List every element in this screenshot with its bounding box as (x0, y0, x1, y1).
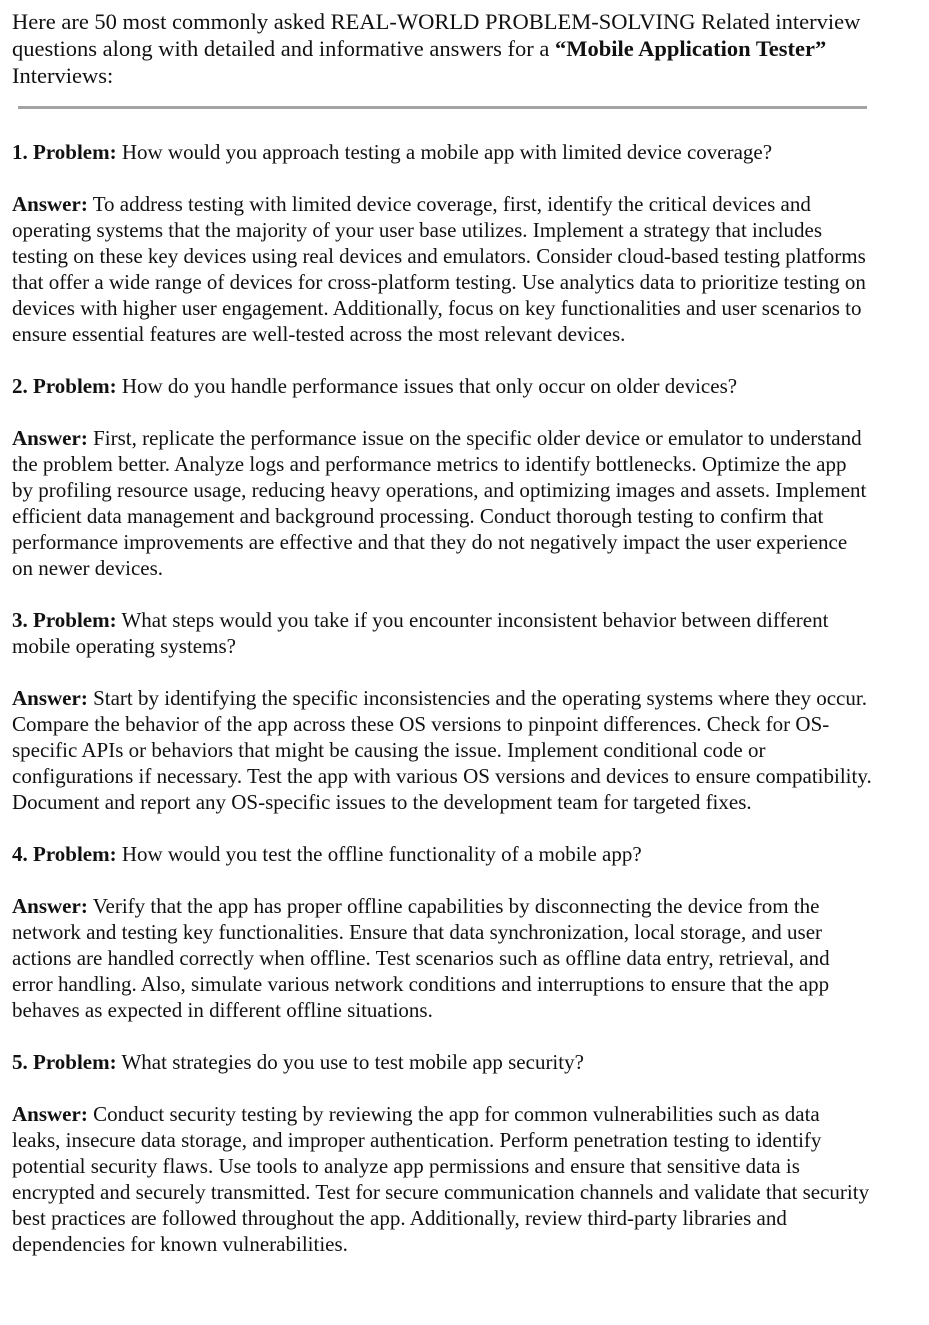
answer-text (12, 191, 872, 347)
problem-label: 4. Problem: (12, 842, 117, 866)
qa-item (12, 1049, 872, 1257)
answer-text (12, 685, 872, 815)
problem-question: What strategies do you use to test mobile app security? (116, 1050, 584, 1074)
answer-label: Answer: (12, 426, 88, 450)
answer-body: Verify that the app has proper offline capabilities by disconnecting the device from the network and testing key functionalities. Ensure that data synchronization, local storage, and user actions are handled correctly when offline. Test scenarios such as offline data entry, retrieval, and error handling. Also, simulate various network conditions and interruptions to ensure that the app behaves as expected in different offline situations. (12, 894, 830, 1022)
problem-text (12, 373, 872, 399)
intro-suffix: Interviews: (12, 63, 114, 88)
problem-question: How would you test the offline functionality of a mobile app? (116, 842, 642, 866)
intro-paragraph (12, 8, 872, 89)
answer-text (12, 425, 872, 581)
problem-label: 1. Problem: (12, 140, 117, 164)
problem-label: 2. Problem: (12, 374, 117, 398)
problem-text (12, 139, 872, 165)
problem-question: What steps would you take if you encounter inconsistent behavior between different mobile operating systems? (12, 608, 829, 658)
qa-item (12, 607, 872, 815)
problem-question: How would you approach testing a mobile app with limited device coverage? (116, 140, 773, 164)
answer-body: To address testing with limited device coverage, first, identify the critical devices and operating systems that the majority of your user base utilizes. Implement a strategy that includes testing on these key devices using real devices and emulators. Consider cloud-based testing platforms that offer a wide range of devices for cross-platform testing. Use analytics data to prioritize testing on devices with higher user engagement. Additionally, focus on key functionalities and user scenarios to ensure essential features are well-tested across the most relevant devices. (12, 192, 866, 346)
answer-body: Conduct security testing by reviewing the app for common vulnerabilities such as data leaks, insecure data storage, and improper authentication. Perform penetration testing to identify potential security flaws. Use tools to analyze app permissions and ensure that sensitive data is encrypted and securely transmitted. Test for secure communication channels and validate that security best practices are followed throughout the app. Additionally, review third-party libraries and dependencies for known vulnerabilities. (12, 1102, 870, 1256)
problem-text (12, 841, 872, 867)
problem-label: 5. Problem: (12, 1050, 117, 1074)
problem-label: 3. Problem: (12, 608, 117, 632)
answer-label: Answer: (12, 894, 88, 918)
problem-text (12, 607, 872, 659)
answer-label: Answer: (12, 1102, 88, 1126)
answer-text (12, 1101, 872, 1257)
answer-text (12, 893, 872, 1023)
answer-label: Answer: (12, 192, 88, 216)
qa-item (12, 841, 872, 1023)
qa-item (12, 373, 872, 581)
document-page (12, 8, 872, 1283)
horizontal-divider (18, 106, 867, 109)
answer-label: Answer: (12, 686, 88, 710)
role-title: “Mobile Application Tester” (554, 36, 827, 61)
qa-list (12, 139, 872, 1257)
problem-text (12, 1049, 872, 1075)
intro-text: Here are 50 most commonly asked REAL-WORLD PROBLEM-SOLVING Related interview questions along with detailed and informative answers for a (12, 9, 861, 61)
qa-item (12, 139, 872, 347)
answer-body: First, replicate the performance issue on the specific older device or emulator to understand the problem better. Analyze logs and performance metrics to identify bottlenecks. Optimize the app by profiling resource usage, reducing heavy operations, and optimizing images and assets. Implement efficient data management and background processing. Conduct thorough testing to confirm that performance improvements are effective and that they do not negatively impact the user experience on newer devices. (12, 426, 867, 580)
problem-question: How do you handle performance issues that only occur on older devices? (116, 374, 738, 398)
answer-body: Start by identifying the specific inconsistencies and the operating systems where they occur. Compare the behavior of the app across these OS versions to pinpoint differences. Check for OS-specific APIs or behaviors that might be causing the issue. Implement conditional code or configurations if necessary. Test the app with various OS versions and devices to ensure compatibility. Document and report any OS-specific issues to the development team for targeted fixes. (12, 686, 872, 814)
